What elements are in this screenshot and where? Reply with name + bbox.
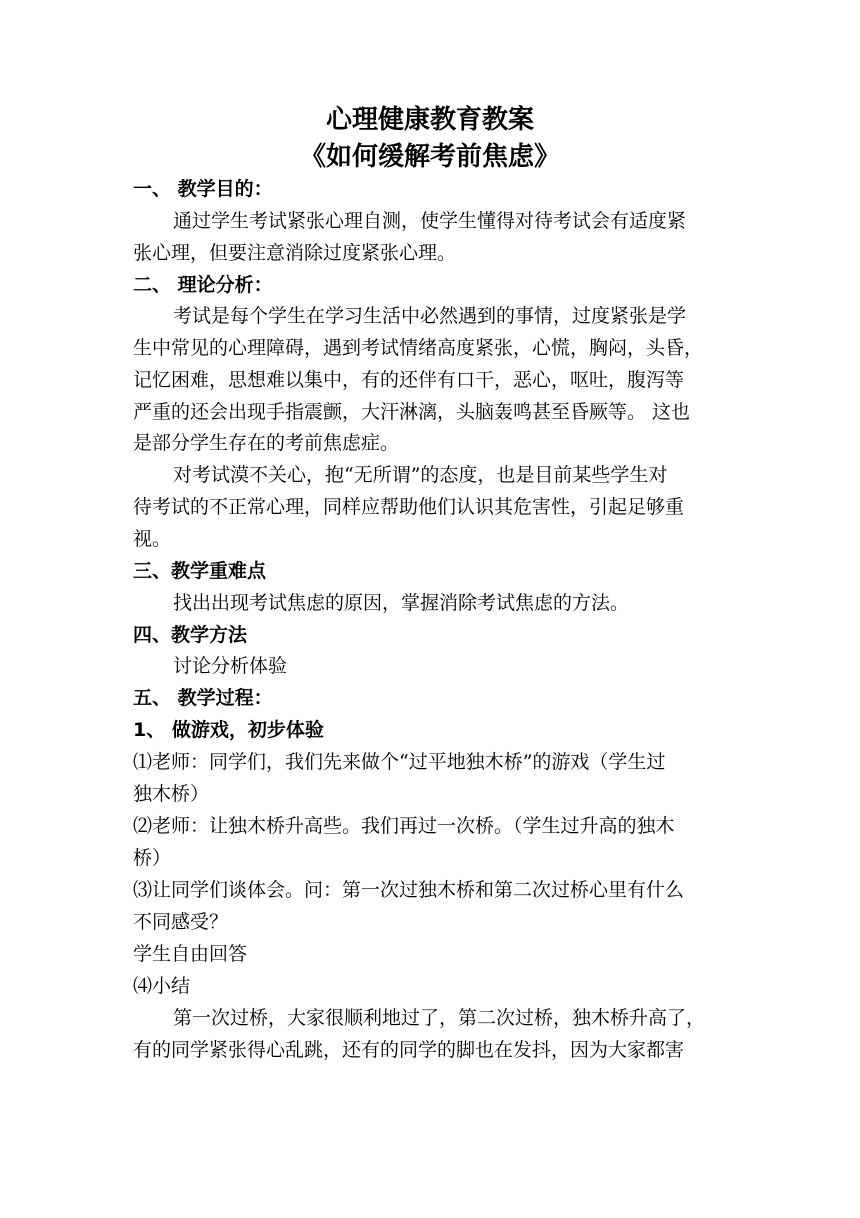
paragraph-line: 严重的还会出现手指震颤，大汗淋漓，头脑轰鸣甚至昏厥等。 这也 xyxy=(133,401,691,423)
paragraph-line: 考试是每个学生在学习生活中必然遇到的事情，过度紧张是学 xyxy=(173,305,687,327)
paragraph-line: 待考试的不正常心理，同样应帮助他们认识其危害性，引起足够重 xyxy=(133,496,685,518)
section-heading-key-points: 三、教学重难点 xyxy=(133,560,267,582)
section-heading-process: 五、 教学过程： xyxy=(133,687,273,709)
paragraph-line: 视。 xyxy=(133,528,172,550)
paragraph-line: 是部分学生存在的考前焦虑症。 xyxy=(133,432,400,454)
subsection-heading-game: 1、 做游戏，初步体验 xyxy=(133,719,324,741)
paragraph-line: 讨论分析体验 xyxy=(173,655,288,677)
paragraph-line: ⑴老师：同学们，我们先来做个“过平地独木桥”的游戏（学生过 xyxy=(133,751,666,773)
section-heading-methods: 四、教学方法 xyxy=(133,624,248,646)
paragraph-line: 生中常见的心理障碍，遇到考试情绪高度紧张，心慌，胸闷，头昏， xyxy=(133,337,704,359)
paragraph-line: ⑵老师：让独木桥升高些。我们再过一次桥。（学生过升高的独木 xyxy=(133,815,675,837)
paragraph-line: 对考试漠不关心，抱“无所谓”的态度，也是目前某些学生对 xyxy=(173,464,668,486)
paragraph-line: ⑷小结 xyxy=(133,975,191,997)
paragraph-line: 第一次过桥，大家很顺利地过了，第二次过桥，独木桥升高了， xyxy=(173,1007,706,1029)
paragraph-line: ⑶让同学们谈体会。问：第一次过独木桥和第二次过桥心里有什么 xyxy=(133,879,685,901)
paragraph-line: 桥） xyxy=(133,847,172,869)
page-subtitle: 《如何缓解考前焦虑》 xyxy=(299,142,560,172)
paragraph-line: 找出出现考试焦虑的原因，掌握消除考试焦虑的方法。 xyxy=(173,592,630,614)
page-title: 心理健康教育教案 xyxy=(325,105,534,135)
paragraph-line: 张心理，但要注意消除过度紧张心理。 xyxy=(133,242,457,264)
paragraph-line: 记忆困难，思想难以集中，有的还伴有口干，恶心，呕吐，腹泻等 xyxy=(133,369,685,391)
section-heading-analysis: 二、 理论分析： xyxy=(133,274,273,296)
paragraph-line: 学生自由回答 xyxy=(133,943,248,965)
section-heading-objectives: 一、 教学目的： xyxy=(133,178,273,200)
paragraph-line: 不同感受？ xyxy=(133,911,229,933)
paragraph-line: 独木桥） xyxy=(133,783,210,805)
paragraph-line: 通过学生考试紧张心理自测，使学生懂得对待考试会有适度紧 xyxy=(173,210,687,232)
paragraph-line: 有的同学紧张得心乱跳，还有的同学的脚也在发抖，因为大家都害 xyxy=(133,1039,685,1061)
